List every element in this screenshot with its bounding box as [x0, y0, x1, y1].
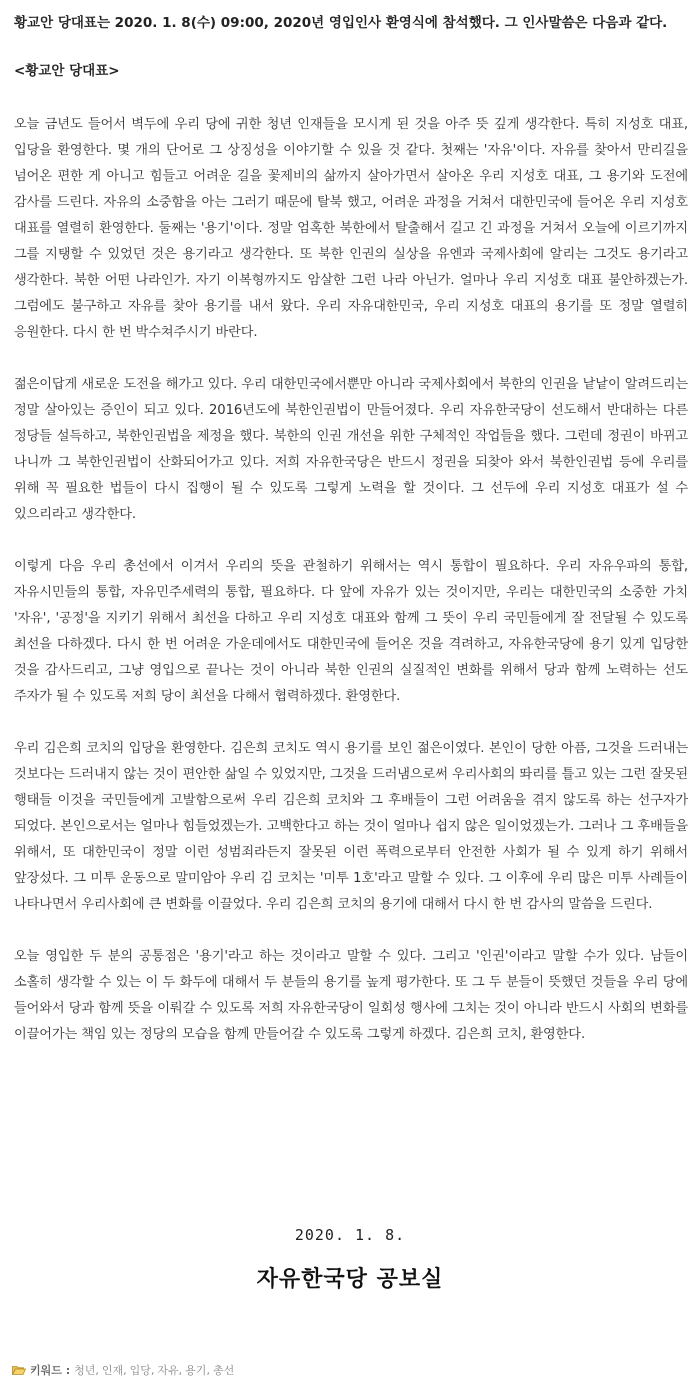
press-release-body: [14, 12, 688, 1048]
keyword-link[interactable]: 입당: [129, 1364, 151, 1377]
keyword-link[interactable]: 자유: [157, 1364, 179, 1377]
signature-organization: 자유한국당 공보실: [256, 1267, 444, 1292]
speaker-label: <황교안 당대표>: [14, 63, 120, 79]
folder-icon: [12, 1365, 26, 1375]
signature-date: 2020. 1. 8.: [294, 1226, 406, 1244]
headline: 황교안 당대표는 2020. 1. 8(수) 09:00, 2020년 영입인사 환영식에 참석했다. 그 인사말씀은 다음과 같다.: [14, 15, 668, 31]
keyword-link[interactable]: 청년: [74, 1364, 96, 1377]
speech-paragraph-1: 오늘 금년도 들어서 벽두에 우리 당에 귀한 청년 인재들을 모시게 된 것을 아주 뜻 깊게 생각한다. 특히 지성호 대표, 입당을 환영한다. 몇 개의 단어로 그 상징성을 이야기할 수 있을 것 같다. 첫째는 '자유'이다. 자유를 찾아서 만리길을 넘어온 편한 게 아니고 힘들고 어려운 길을 꽃제비의 삶까지 살아가면서 살아온 우리 지성호 대표, 그 용기와 도전에 감사를 드린다. 자유의 소중함을 아는 그러기 때문에 탈북 했고, 어려운 과정을 거쳐서 대한민국에 들어온 우리 지성호 대표를 열렬히 환영한다. 둘째는 '용기'이다. 정말 엄혹한 북한에서 탈출해서 길고 긴 과정을 거쳐서 오늘에 이르기까지 그를 지탱할 수 있었던 것은 용기라고 생각한다. 또 북한 인권의 실상을 유엔과 국제사회에 알리는 그것도 용기라고 생각한다. 북한 어떤 나라인가. 자기 이복형까지도 암살한 그런 나라 아닌가. 얼마나 우리 지성호 대표 불안하겠는가. 그럼에도 불구하고 자유를 찾아 용기를 내서 왔다. 우리 자유대한민국, 우리 지성호 대표의 용기를 또 정말 열렬히 응원한다. 다시 한 번 박수쳐주시기 바란다.: [14, 117, 688, 340]
keyword-link[interactable]: 인재: [101, 1364, 124, 1377]
keyword-link[interactable]: 총선: [212, 1364, 235, 1377]
keyword-bar: 키워드 : 청년 , 인재 , 입당 , 자유 , 용기 , 총선: [12, 1362, 234, 1378]
speech-paragraph-4: 우리 김은희 코치의 입당을 환영한다. 김은희 코치도 역시 용기를 보인 젊은이였다. 본인이 당한 아픔, 그것을 드러내는 것보다는 드러내지 않는 것이 편안한 삶일 수 있었지만, 그것을 드러냄으로써 우리사회의 똬리를 틀고 있는 그런 잘못된 행태들 이것을 국민들에게 고발함으로써 우리 김은희 코치와 그 후배들이 그런 어려움을 겪지 않도록 하는 선구자가 되었다. 본인으로서는 얼마나 힘들었겠는가. 고백한다고 하는 것이 얼마나 쉽지 않은 일이었겠는가. 그러나 그 후배들을 위해서, 또 대한민국이 정말 이런 성범죄라든지 잘못된 이런 폭력으로부터 안전한 사회가 될 수 있게 하기 위해서 앞장섰다. 그 미투 운동으로 말미암아 우리 김 코치는 '미투 1호'라고 말할 수 있다. 그 이후에 우리 많은 미투 사례들이 나타나면서 우리사회에 큰 변화를 이끌었다. 우리 김은희 코치의 용기에 대해서 다시 한 번 감사의 말씀을 드린다.: [14, 741, 688, 912]
speech-paragraph-5: 오늘 영입한 두 분의 공통점은 '용기'라고 하는 것이라고 말할 수 있다. 그리고 '인권'이라고 말할 수가 있다. 남들이 소홀히 생각할 수 있는 이 두 화두에 대해서 두 분들의 용기를 높게 평가한다. 또 그 두 분들이 뜻했던 것들을 우리 당에 들어와서 당과 함께 뜻을 이뤄갈 수 있도록 저희 자유한국당이 일회성 행사에 그치는 것이 아니라 반드시 사회의 변화를 이끌어가는 책임 있는 정당의 모습을 함께 만들어갈 수 있도록 그렇게 하겠다. 김은희 코치, 환영한다.: [14, 949, 688, 1042]
keyword-label: 키워드 :: [30, 1364, 71, 1377]
speech-paragraph-3: 이렇게 다음 우리 총선에서 이겨서 우리의 뜻을 관철하기 위해서는 역시 통합이 필요하다. 우리 자유우파의 통합, 자유시민들의 통합, 자유민주세력의 통합, 필요하다. 다 앞에 자유가 있는 것이지만, 우리는 대한민국의 소중한 가치 '자유', '공정'을 지키기 위해서 최선을 다하고 우리 지성호 대표와 함께 그 뜻이 우리 국민들에게 잘 전달될 수 있도록 최선을 다하겠다. 다시 한 번 어려운 가운데에서도 대한민국에 들어온 것을 격려하고, 자유한국당에 용기 있게 입당한 것을 감사드리고, 그냥 영입으로 끝나는 것이 아니라 북한 인권의 실질적인 변화를 위해서 당과 함께 노력하는 선도 주자가 될 수 있도록 저희 당이 최선을 다해서 협력하겠다. 환영한다.: [14, 559, 688, 704]
speech-paragraph-2: 젊은이답게 새로운 도전을 해가고 있다. 우리 대한민국에서뿐만 아니라 국제사회에서 북한의 인권을 낱낱이 알려드리는 정말 살아있는 증인이 되고 있다. 2016년도에 북한인권법이 만들어졌다. 우리 자유한국당이 선도해서 반대하는 다른 정당들 설득하고, 북한인권법을 제정을 했다. 북한의 인권 개선을 위한 구체적인 작업들을 했다. 그런데 정권이 바뀌고 나니까 그 북한인권법이 산화되어가고 있다. 저희 자유한국당은 반드시 정권을 되찾아 와서 북한인권법 등에 우리를 위해 꼭 필요한 법들이 다시 집행이 될 수 있도록 그렇게 노력을 할 것이다. 그 선두에 우리 지성호 대표가 설 수 있으리라고 생각한다.: [14, 377, 688, 522]
keyword-link[interactable]: 용기: [185, 1364, 207, 1377]
